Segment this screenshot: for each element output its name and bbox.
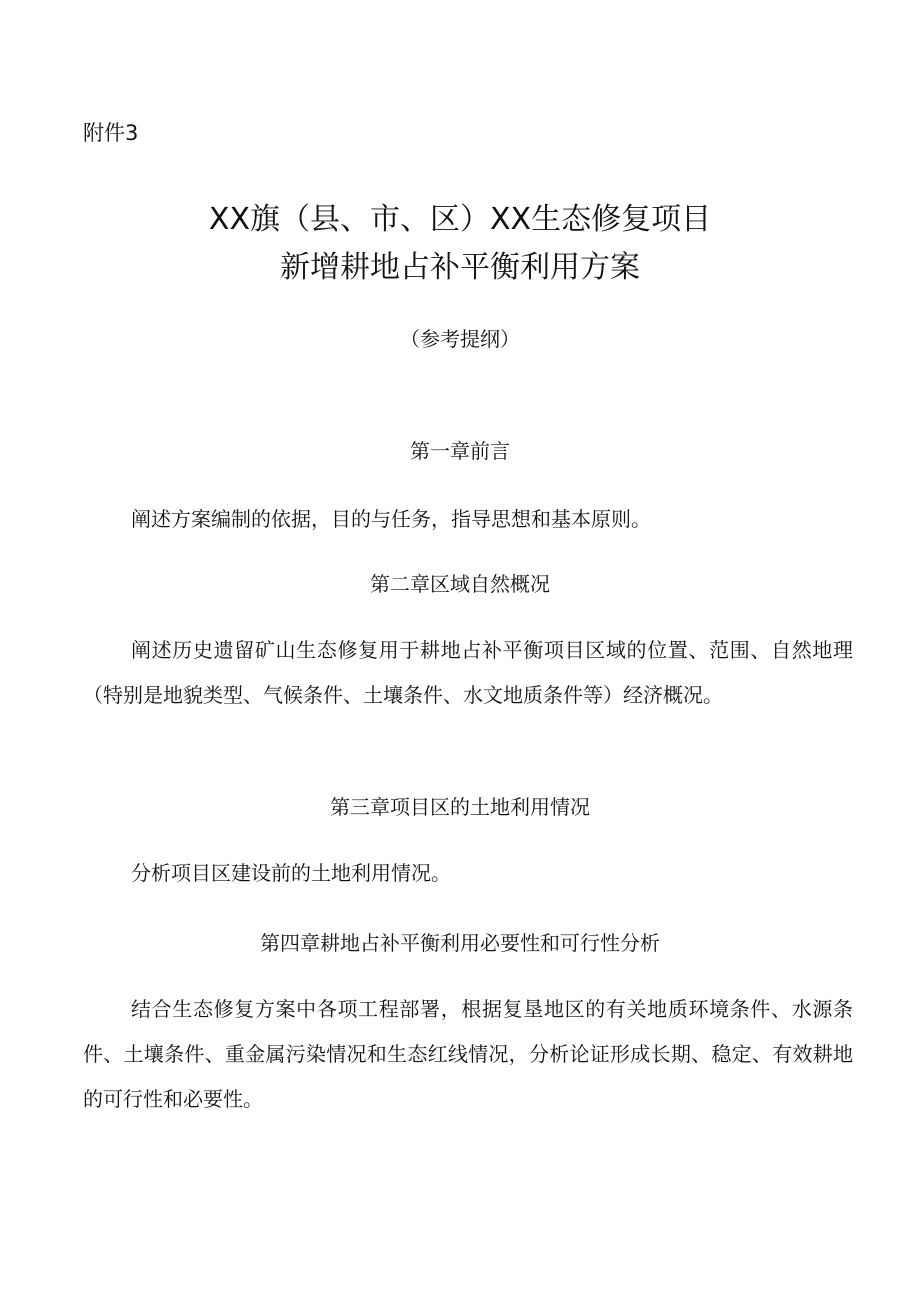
title-line-2: 新增耕地占补平衡利用方案 <box>280 250 640 285</box>
chapter-1-heading: 第一章前言 <box>410 439 510 463</box>
chapter-3-body: 分析项目区建设前的土地利用情况。 <box>131 861 451 885</box>
chapter-4-heading: 第四章耕地占补平衡利用必要性和可行性分析 <box>260 931 660 955</box>
chapter-2-heading: 第二章区域自然概况 <box>370 572 550 596</box>
document-subtitle: （参考提纲） <box>400 327 520 351</box>
document-title <box>0 196 920 292</box>
chapter-3-heading: 第三章项目区的土地利用情况 <box>330 795 590 819</box>
chapter-2-body: 阐述历史遗留矿山生态修复用于耕地占补平衡项目区域的位置、范围、自然地理（特别是地貌类型、气候条件、土壤条件、水文地质条件等）经济概况。 <box>83 638 853 707</box>
attachment-label: 附件3 <box>83 121 139 145</box>
chapter-4-body: 结合生态修复方案中各项工程部署，根据复垦地区的有关地质环境条件、水源条件、土壤条件、重金属污染情况和生态红线情况，分析论证形成长期、稳定、有效耕地的可行性和必要性。 <box>83 997 853 1111</box>
chapter-1-body: 阐述方案编制的依据，目的与任务，指导思想和基本原则。 <box>131 507 651 531</box>
title-line-1: XX旗（县、市、区）XX生态修复项目 <box>208 202 712 237</box>
